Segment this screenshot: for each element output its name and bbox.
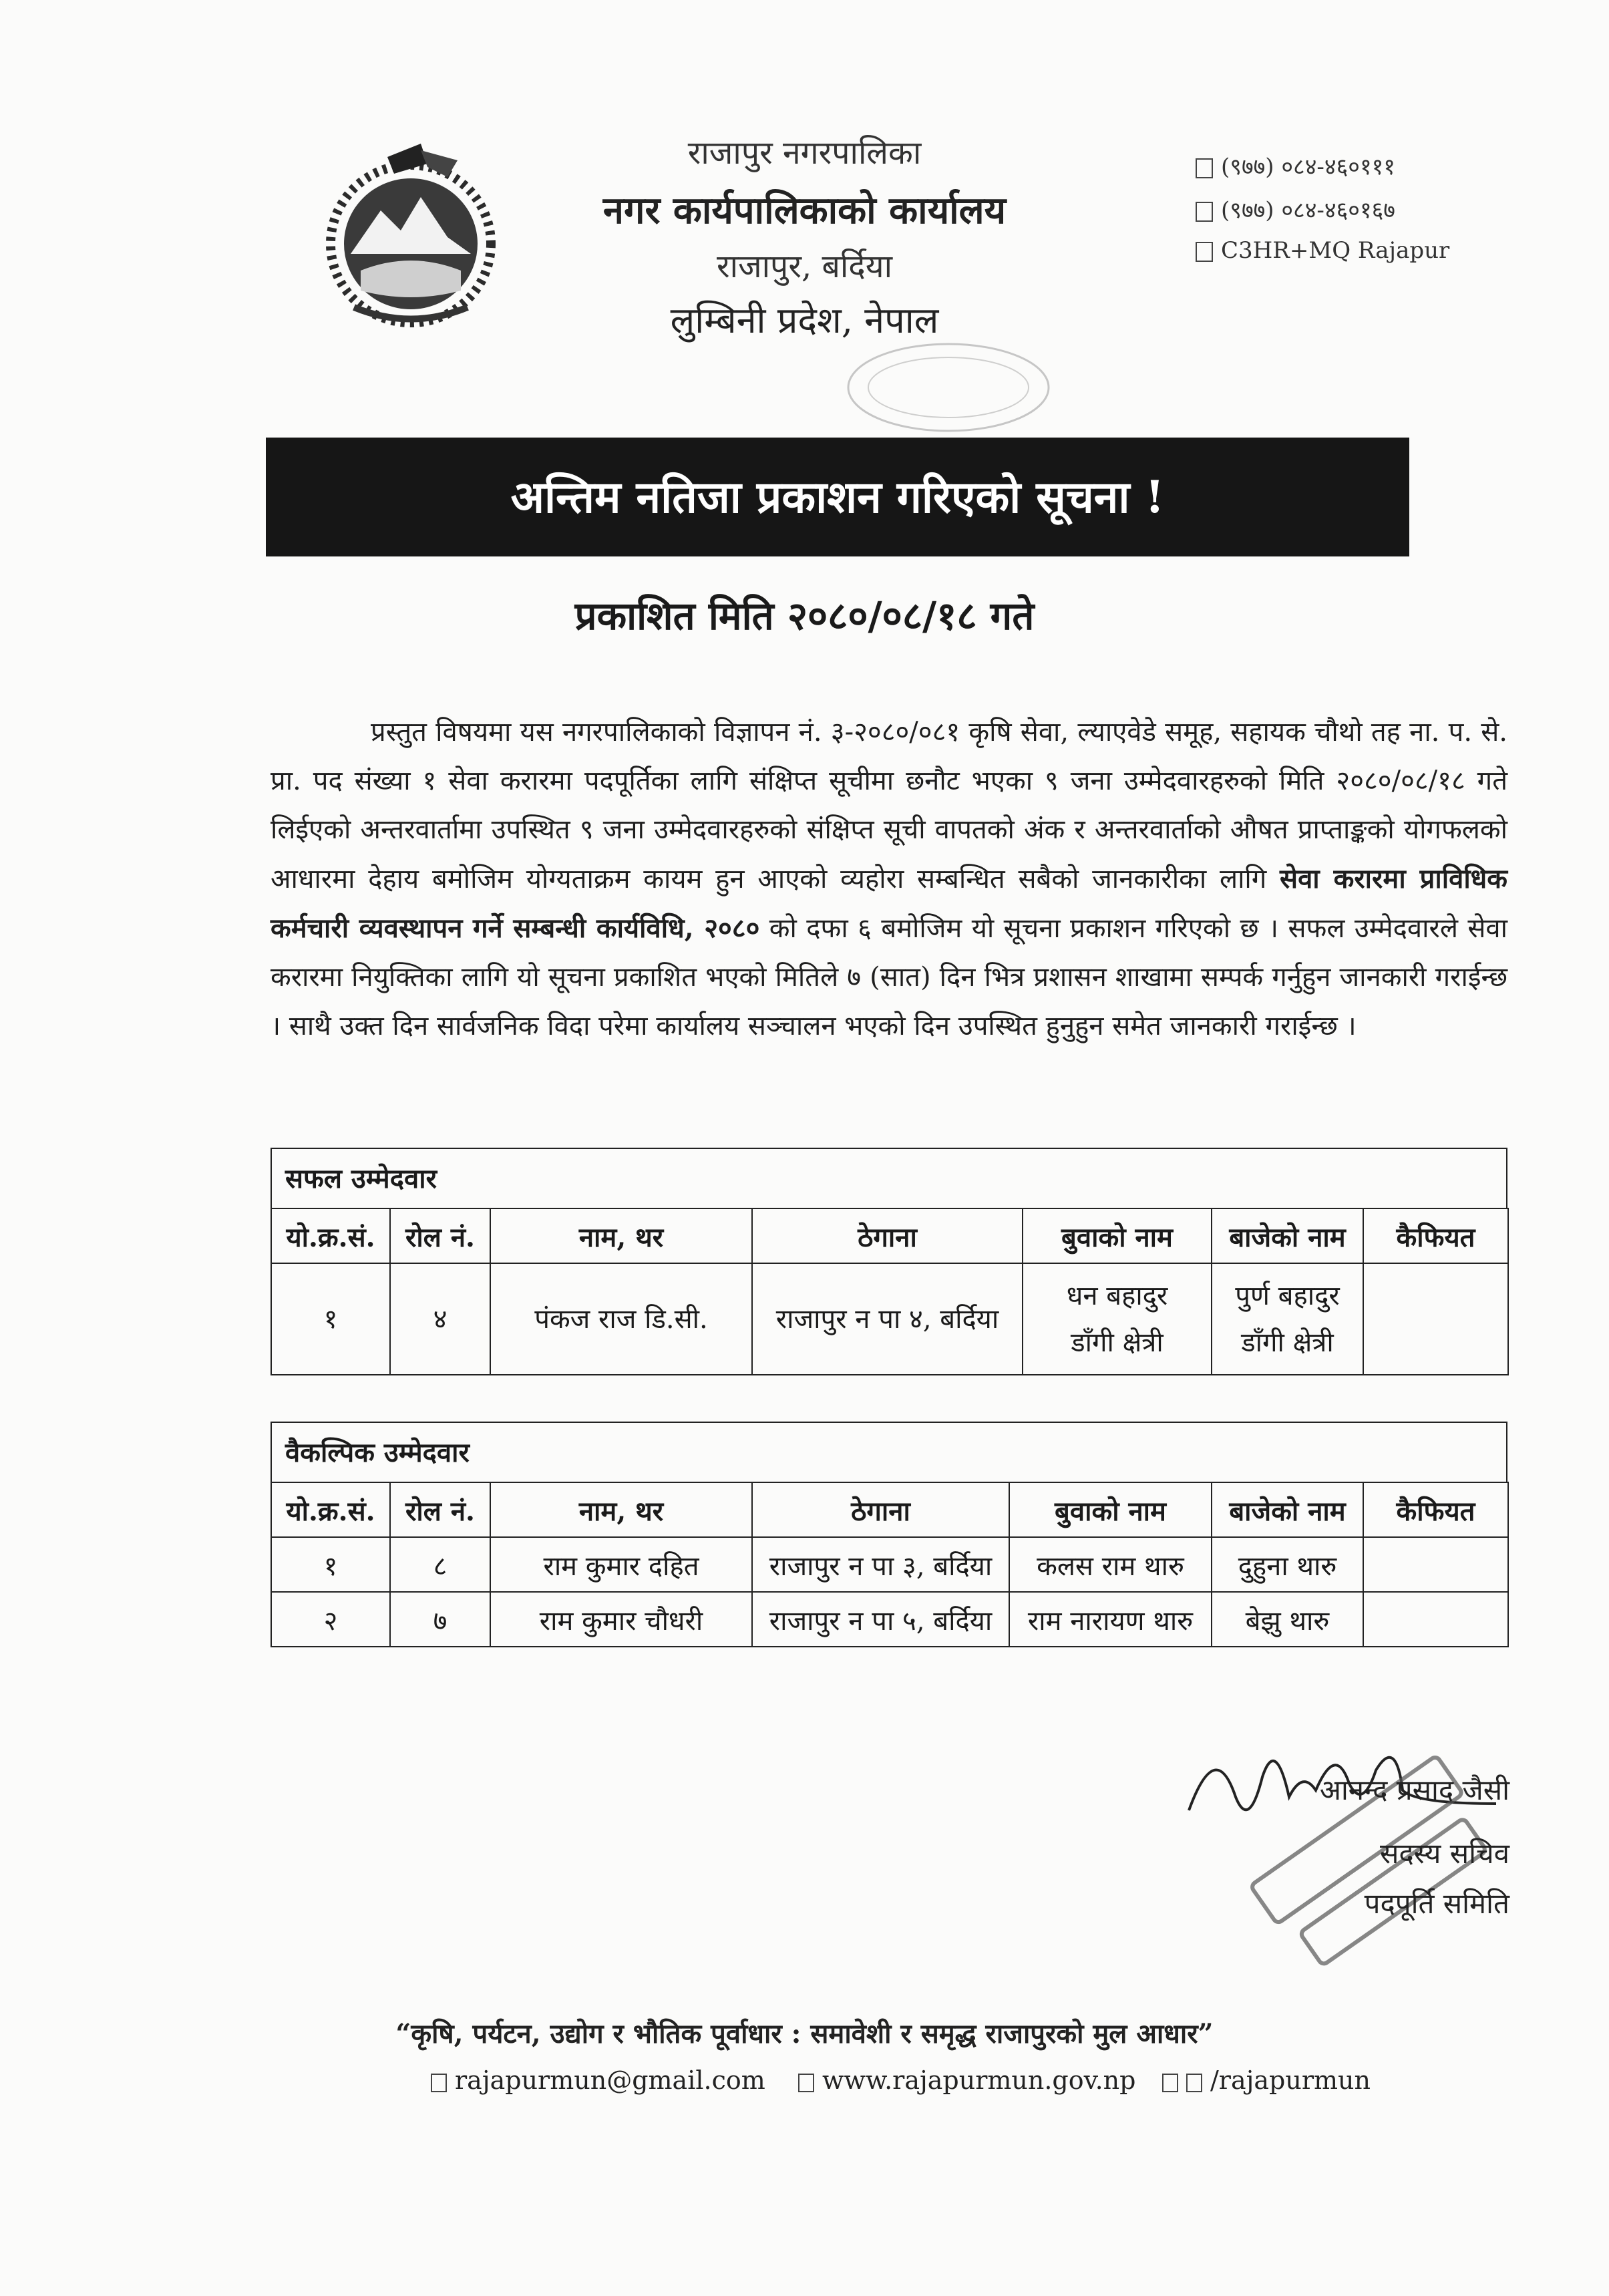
email-icon xyxy=(431,2074,447,2092)
footer-slogan: “कृषि, पर्यटन, उद्योग र भौतिक पूर्वाधार : समावेशी र समृद्ध राजापुरको मुल आधार” xyxy=(395,2018,1214,2049)
contact-plus-code: C3HR+MQ Rajapur xyxy=(1196,237,1449,264)
cell-grandfather: पुर्ण बहादुर डाँगी क्षेत्री xyxy=(1212,1263,1363,1375)
cell-father: राम नारायण थारु xyxy=(1009,1592,1212,1647)
phone-icon xyxy=(1196,158,1213,178)
col-address: ठेगाना xyxy=(752,1482,1009,1537)
cell-father: कलस राम थारु xyxy=(1009,1537,1212,1592)
table-title: सफल उम्मेदवार xyxy=(271,1148,1507,1208)
contact-phone-1: (९७७) ०८४-४६०१११ xyxy=(1196,150,1395,181)
cell-grandfather: बेझु थारु xyxy=(1212,1592,1363,1647)
col-grandfather: बाजेको नाम xyxy=(1212,1208,1363,1263)
cell-serial: १ xyxy=(271,1537,390,1592)
province-name: लुम्बिनी प्रदेश, नेपाल xyxy=(670,299,939,341)
col-father: बुवाको नाम xyxy=(1023,1208,1212,1263)
contact-phone-2: (९७७) ०८४-४६०१६७ xyxy=(1196,194,1395,224)
col-roll: रोल नं. xyxy=(390,1482,490,1537)
procedure-reference: सेवा करारमा प्राविधिक कर्मचारी व्यवस्थापन गर्ने सम्बन्धी कार्यविधि, २०८० xyxy=(271,863,1507,944)
col-name: नाम, थर xyxy=(490,1208,752,1263)
col-serial: यो.क्र.सं. xyxy=(271,1482,390,1537)
cell-roll: ८ xyxy=(390,1537,490,1592)
cell-grandfather: दुहुना थारु xyxy=(1212,1537,1363,1592)
col-remarks: कैफियत xyxy=(1363,1482,1508,1537)
municipality-name: राजापुर नगरपालिका xyxy=(687,134,922,172)
cell-remarks xyxy=(1363,1592,1508,1647)
col-father: बुवाको नाम xyxy=(1009,1482,1212,1537)
table-header-row xyxy=(271,1208,1508,1263)
cell-address: राजापुर न पा ३, बर्दिया xyxy=(752,1537,1009,1592)
table-title: वैकल्पिक उम्मेदवार xyxy=(271,1422,1507,1482)
signatory-title: सदस्य सचिव xyxy=(1379,1837,1509,1870)
cell-serial: १ xyxy=(271,1263,390,1375)
cell-remarks xyxy=(1363,1537,1508,1592)
cell-roll: ४ xyxy=(390,1263,490,1375)
globe-icon xyxy=(798,2074,814,2092)
twitter-icon xyxy=(1186,2074,1202,2092)
location-icon xyxy=(1196,242,1213,262)
col-roll: रोल नं. xyxy=(390,1208,490,1263)
publish-date: प्रकाशित मिति २०८०/०८/१८ गते xyxy=(574,593,1035,639)
table-row xyxy=(271,1263,1508,1375)
cell-name: राम कुमार दहित xyxy=(490,1537,752,1592)
alternate-candidates-table xyxy=(271,1422,1507,1647)
notice-body: प्रस्तुत विषयमा यस नगरपालिकाको विज्ञापन नं. ३-२०८०/०८१ कृषि सेवा, ल्याएवेडे समूह, सहायक चौथो तह ना. प. से. प्रा. पद संख्या १ सेवा करारमा पदपूर्तिका लागि संक्षिप्त सूचीमा छनौट भएका ९ जना उम्मेदवारहरुको मिति २०८०/०८/१८ गते लिईएको अन्तरवार्तामा उपस्थित ९ जना उम्मेदवारहरुको संक्षिप्त सूची वापतको अंक र अन्तरवार्ताको औषत प्राप्ताङ्कको योगफलको आधारमा देहाय बमोजिम योग्यताक्रम कायम हुन आएको व्यहोरा सम्बन्धित सबैको जानकारीका लागि सेवा करारमा प्राविधिक कर्मचारी व्यवस्थापन गर्ने सम्बन्धी कार्यविधि, २०८० को दफा ६ बमोजिम यो सूचना प्रकाशन गरिएको छ । सफल उम्मेदवारले सेवा करारमा नियुक्तिका लागि यो सूचना प्रकाशित भएको मितिले ७ (सात) दिन भित्र प्रशासन शाखामा सम्पर्क गर्नुहुन जानकारी गराईन्छ । साथै उक्त दिन सार्वजनिक विदा परेमा कार्यालय सञ्चालन भएको दिन उपस्थित हुनुहुन समेत जानकारी गराईन्छ । xyxy=(271,717,1507,1041)
cell-name: राम कुमार चौधरी xyxy=(490,1592,752,1647)
signatory-committee: पदपूर्ति समिति xyxy=(1364,1887,1509,1920)
office-name: नगर कार्यपालिकाको कार्यालय xyxy=(602,188,1007,232)
col-grandfather: बाजेको नाम xyxy=(1212,1482,1363,1537)
office-stamp-mark xyxy=(828,331,1069,444)
facebook-icon xyxy=(1162,2074,1178,2092)
col-address: ठेगाना xyxy=(752,1208,1023,1263)
footer-social: /rajapurmun xyxy=(1162,2066,1371,2095)
cell-name: पंकज राज डि.सी. xyxy=(490,1263,752,1375)
cell-father: धन बहादुर डाँगी क्षेत्री xyxy=(1023,1263,1212,1375)
footer-email: rajapurmun@gmail.com xyxy=(431,2066,765,2095)
successful-candidates-table xyxy=(271,1148,1507,1375)
notice-banner: अन्तिम नतिजा प्रकाशन गरिएको सूचना ! xyxy=(266,438,1409,556)
phone-icon xyxy=(1196,202,1213,222)
cell-roll: ७ xyxy=(390,1592,490,1647)
signatory-name: आनन्द प्रसाद जैसी xyxy=(1319,1774,1509,1806)
office-address: राजापुर, बर्दिया xyxy=(716,248,893,285)
cell-address: राजापुर न पा ५, बर्दिया xyxy=(752,1592,1009,1647)
cell-address: राजापुर न पा ४, बर्दिया xyxy=(752,1263,1023,1375)
cell-remarks xyxy=(1363,1263,1508,1375)
table-row xyxy=(271,1537,1508,1592)
footer-website: www.rajapurmun.gov.np xyxy=(798,2066,1135,2095)
table-row xyxy=(271,1592,1508,1647)
col-name: नाम, थर xyxy=(490,1482,752,1537)
cell-serial: २ xyxy=(271,1592,390,1647)
col-serial: यो.क्र.सं. xyxy=(271,1208,390,1263)
col-remarks: कैफियत xyxy=(1363,1208,1508,1263)
table-header-row xyxy=(271,1482,1508,1537)
